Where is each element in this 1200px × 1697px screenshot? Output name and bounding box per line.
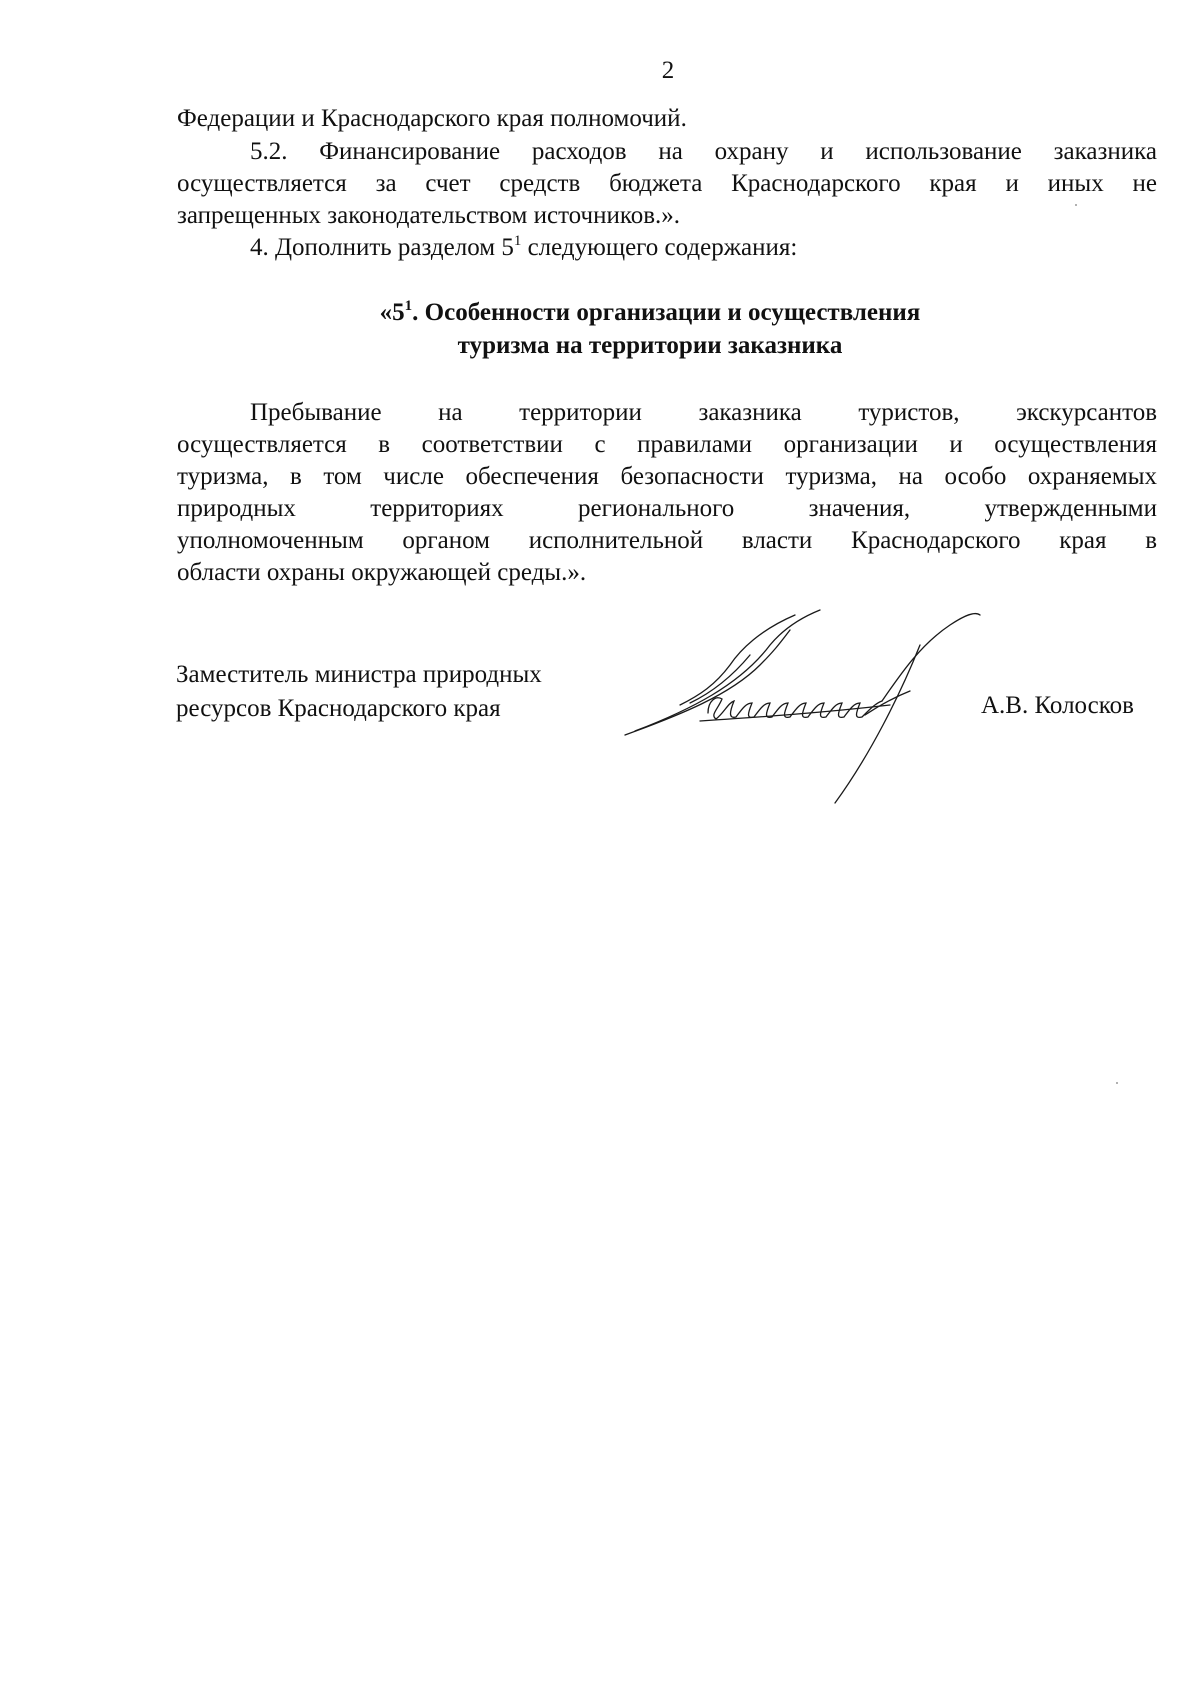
- heading-prefix: «5: [379, 299, 405, 326]
- section-heading-line2: туризма на территории заказника: [457, 332, 843, 359]
- signatory-position: [176, 658, 542, 726]
- scan-speck: [1116, 1082, 1118, 1084]
- body-line: уполномоченным органом исполнительной власти Краснодарского края в: [177, 527, 1157, 554]
- body-line: области охраны окружающей среды.».: [177, 559, 587, 586]
- text-line: Федерации и Краснодарского края полномочий.: [177, 105, 687, 132]
- item4-text: 4. Дополнить разделом 5: [250, 234, 514, 261]
- section-heading: [0, 298, 1200, 328]
- heading-text: . Особенности организации и осуществления: [412, 299, 921, 326]
- position-line: ресурсов Краснодарского края: [176, 695, 501, 722]
- position-line: Заместитель министра природных: [176, 661, 542, 688]
- body-line: осуществляется в соответствии с правилами организации и осуществления: [177, 431, 1157, 458]
- text-line: запрещенных законодательством источников.».: [177, 202, 681, 229]
- handwritten-signature: [620, 605, 1040, 810]
- body-line: Пребывание на территории заказника туристов, экскурсантов: [250, 399, 1157, 426]
- body-line: природных территориях регионального значения, утвержденными: [177, 495, 1157, 522]
- item4-text-rest: следующего содержания:: [521, 234, 798, 261]
- heading-superscript: 1: [404, 298, 413, 314]
- text-line: 5.2. Финансирование расходов на охрану и использование заказника: [250, 138, 1157, 165]
- text-line: осуществляется за счет средств бюджета Краснодарского края и иных не: [177, 170, 1157, 197]
- page-number: 2: [661, 57, 675, 84]
- scan-speck: [1075, 204, 1077, 206]
- text-line: [250, 233, 1157, 263]
- superscript: 1: [513, 233, 522, 249]
- signatory-name: А.В. Колосков: [981, 692, 1134, 719]
- body-line: туризма, в том числе обеспечения безопасности туризма, на особо охраняемых: [177, 463, 1157, 490]
